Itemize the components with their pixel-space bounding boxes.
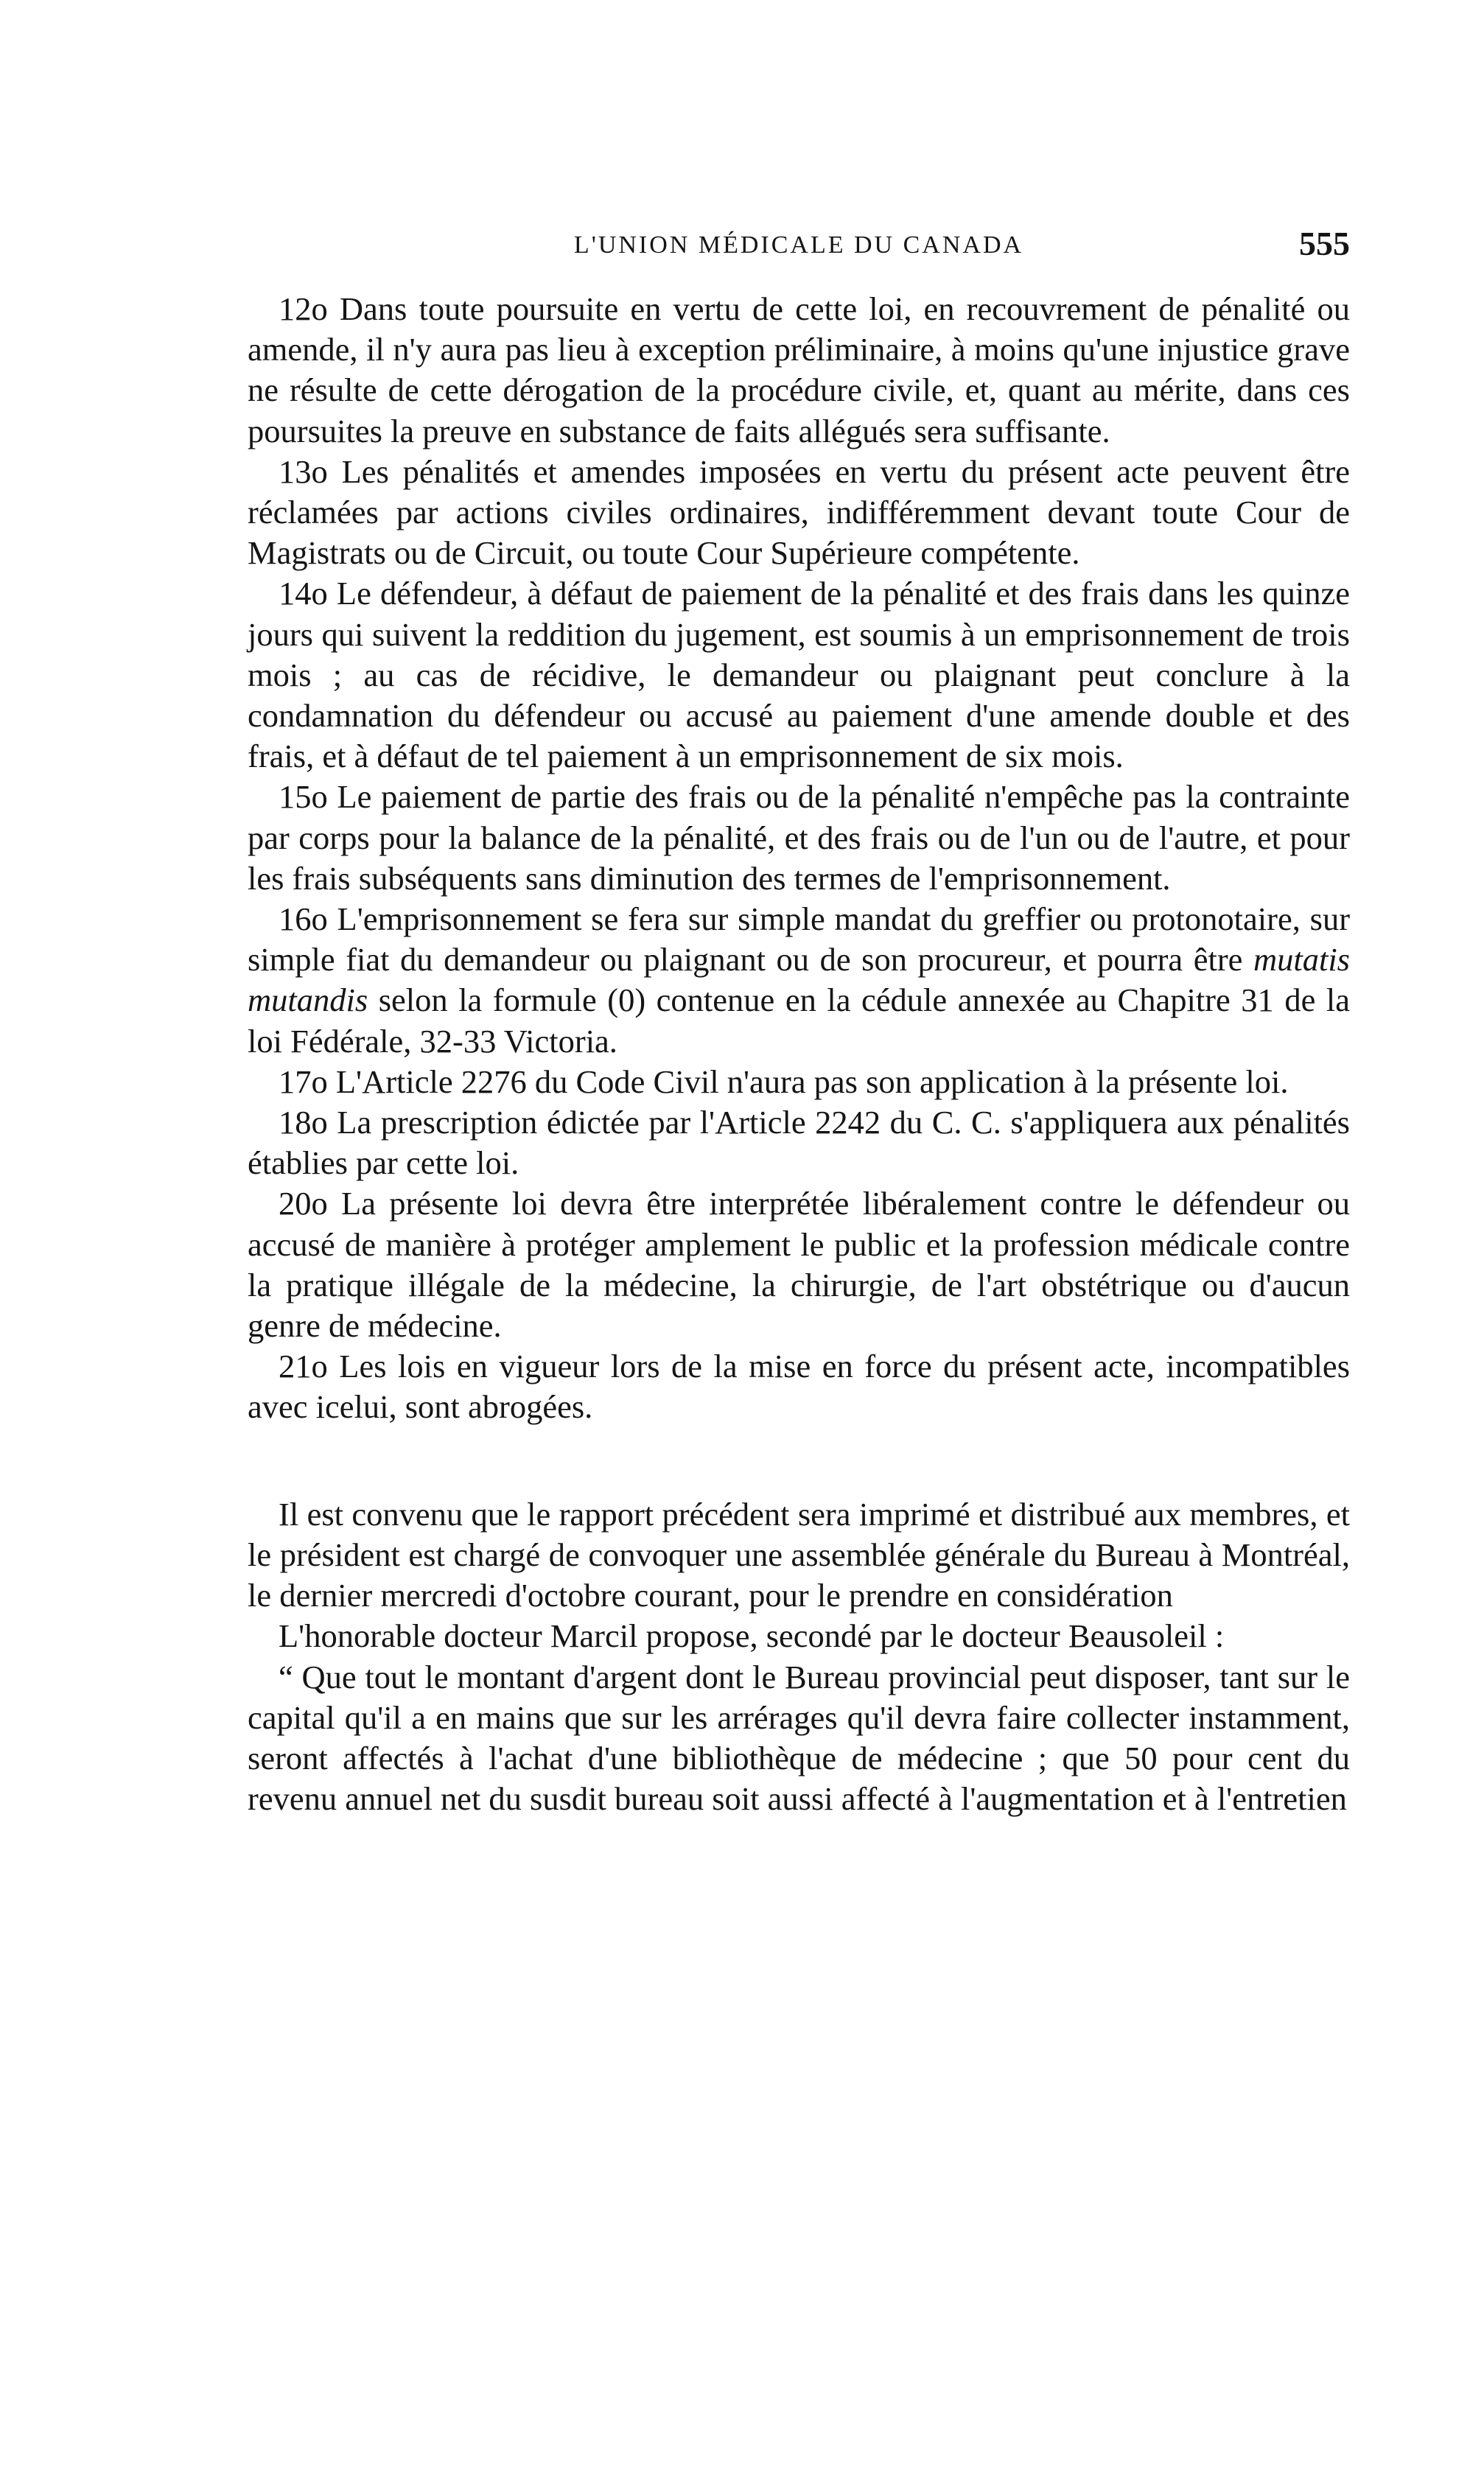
article-number: 21o (279, 1348, 328, 1385)
article-16 (248, 899, 1350, 1062)
document-page (248, 221, 1350, 1819)
article-text: L'Article 2276 du Code Civil n'aura pas son application à la présente loi. (335, 1063, 1289, 1100)
running-title: L'UNION MÉDICALE DU CANADA (573, 231, 1024, 259)
page-number: 555 (1299, 225, 1350, 262)
motion-paragraph: L'honorable docteur Marcil propose, secondé par le docteur Beausoleil : (279, 1617, 1225, 1655)
article-text: Le paiement de partie des frais ou de la pénalité n'empêche pas la contrainte par corps pour la balance de la pénalité, et des frais ou de l'un ou de l'autre, et pour les frais subséquents sans diminution des termes de l'emprisonnement. (248, 778, 1350, 897)
article-text: Les lois en vigueur lors de la mise en force du présent acte, incompatibles avec icelui, sont abrogées. (248, 1348, 1351, 1426)
article-text: Les pénalités et amendes imposées en vertu du présent acte peuvent être réclamées par actions civiles ordinaires, indifféremment devant toute Cour de Magistrats ou de Circuit, ou toute Cour Supérieure compétente. (248, 452, 1351, 572)
article-number: 20o (279, 1185, 328, 1222)
article-number: 15o (279, 778, 328, 816)
running-header (248, 221, 1350, 265)
article-15 (248, 777, 1350, 899)
body-text (248, 289, 1350, 1819)
closing-paragraph: Il est convenu que le rapport précédent sera imprimé et distribué aux membres, et le président est chargé de convoquer une assemblée générale du Bureau à Montréal, le dernier mercredi d'octobre courant, pour le prendre en considération (248, 1495, 1350, 1614)
article-text: La présente loi devra être interprétée libéralement contre le défendeur ou accusé de manière à protéger amplement le public et la profession médicale contre la pratique illégale de la médecine, la chirurgie, de l'art obstétrique ou d'aucun genre de médecine. (248, 1185, 1350, 1345)
article-18 (248, 1102, 1350, 1183)
article-13 (248, 452, 1350, 574)
article-number: 18o (279, 1104, 328, 1141)
article-12 (248, 289, 1350, 452)
article-number: 17o (279, 1063, 328, 1100)
article-text: Dans toute poursuite en vertu de cette loi, en recouvrement de pénalité ou amende, il n'y aura pas lieu à exception préliminaire, à moins qu'une injustice grave ne résulte de cette dérogation de la procédure civile, et, quant au mérite, dans ces poursuites la preuve en substance de faits allégués sera suffisante. (248, 290, 1350, 449)
article-text: Le défendeur, à défaut de paiement de la pénalité et des frais dans les quinze jours qui suivent la reddition du jugement, est soumis à un emprisonnement de trois mois ; au cas de récidive, le demandeur ou plaignant peut conclure à la condamnation du défendeur ou accusé au paiement d'une amende double et des frais, et à défaut de tel paiement à un emprisonnement de six mois. (248, 575, 1351, 775)
article-21 (248, 1346, 1350, 1427)
article-text: La prescription édictée par l'Article 2242 du C. C. s'appliquera aux pénalités établies par cette loi. (248, 1104, 1350, 1182)
article-text-italic: mutatis mutandis (248, 941, 1350, 1019)
resolution-paragraph: “ Que tout le montant d'argent dont le Bureau provincial peut disposer, tant sur le capital qu'il a en mains que sur les arrérages qu'il devra faire collecter instamment, seront affectés à l'achat d'une bibliothèque de médecine ; que 50 pour cent du revenu annuel net du susdit bureau soit aussi affecté à l'augmentation et à l'entretien (248, 1658, 1350, 1818)
article-number: 14o (279, 575, 328, 612)
article-text: L'emprisonnement se fera sur simple mandat du greffier ou protonotaire, sur simple fiat du demandeur ou plaignant ou de son procureur, et pourra être (248, 900, 1351, 979)
article-number: 13o (279, 452, 328, 490)
article-20 (248, 1183, 1350, 1346)
article-17 (248, 1062, 1350, 1102)
article-text-continued: selon la formule (0) contenue en la cédule annexée au Chapitre 31 de la loi Fédérale, 32-33 Victoria. (248, 981, 1350, 1060)
article-number: 12o (279, 290, 328, 327)
article-number: 16o (279, 900, 328, 938)
article-14 (248, 573, 1350, 777)
